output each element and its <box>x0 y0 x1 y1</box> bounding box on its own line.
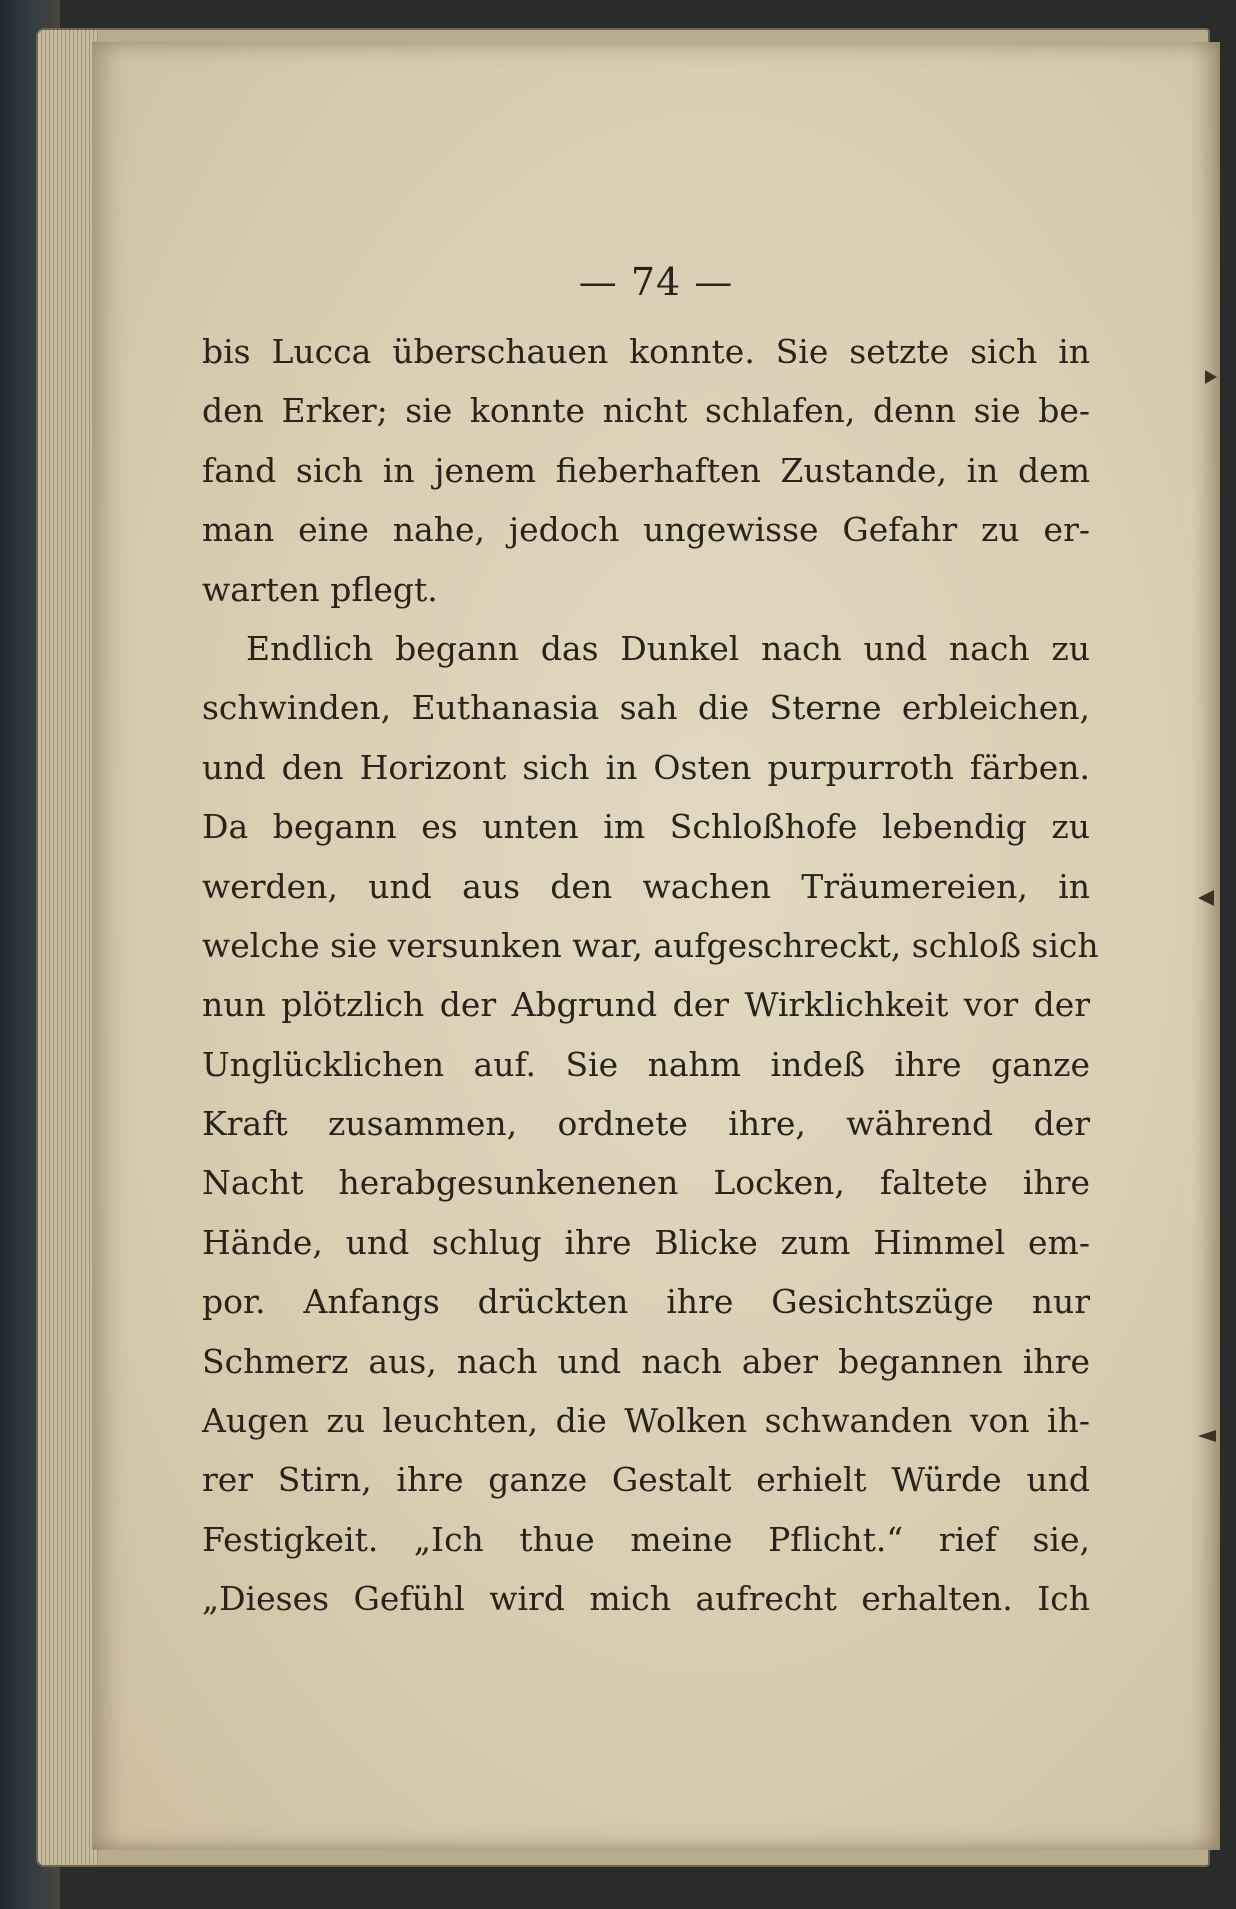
text-line: rer Stirn, ihre ganze Gestalt erhielt Würde und <box>202 1460 1090 1500</box>
text-line: Festigkeit. „Ich thue meine Pflicht.“ rief sie, <box>202 1519 1090 1559</box>
fore-edge-mark <box>1205 370 1217 384</box>
body-text <box>202 322 1099 1629</box>
text-line: Endlich begann das Dunkel nach und nach zu <box>246 628 1090 668</box>
page-number: — 74 — <box>578 260 734 304</box>
text-line: Hände, und schlug ihre Blicke zum Himmel em- <box>202 1222 1090 1262</box>
text-line: Schmerz aus, nach und nach aber begannen ihre <box>202 1341 1090 1381</box>
text-line: bis Lucca überschauen konnte. Sie setzte sich in <box>202 332 1090 371</box>
text-line: den Erker; sie konnte nicht schlafen, denn sie be- <box>202 391 1090 431</box>
text-line: Nacht herabgesunkenenen Locken, faltete ihre <box>202 1163 1090 1203</box>
text-line: „Dieses Gefühl wird mich aufrecht erhalten. Ich <box>202 1579 1090 1619</box>
fore-edge-mark <box>1198 890 1214 906</box>
text-line: Augen zu leuchten, die Wolken schwanden von ih- <box>202 1401 1090 1441</box>
text-line: werden, und aus den wachen Träumereien, in <box>202 866 1090 906</box>
text-line: man eine nahe, jedoch ungewisse Gefahr zu er- <box>202 510 1090 550</box>
text-line: fand sich in jenem fieberhaften Zustande, in dem <box>202 450 1090 490</box>
text-line: warten pflegt. <box>202 569 438 609</box>
text-line: welche sie versunken war, aufgeschreckt, schloß sich <box>202 925 1099 965</box>
text-line: und den Horizont sich in Osten purpurroth färben. <box>202 747 1090 787</box>
fore-edge-mark <box>1198 1430 1216 1442</box>
text-line: Unglücklichen auf. Sie nahm indeß ihre ganze <box>202 1044 1090 1084</box>
text-line: nun plötzlich der Abgrund der Wirklichkeit vor der <box>202 985 1090 1025</box>
text-line: schwinden, Euthanasia sah die Sterne erbleichen, <box>202 688 1090 728</box>
text-line: Da begann es unten im Schloßhofe lebendig zu <box>202 807 1090 847</box>
text-line: por. Anfangs drückten ihre Gesichtszüge nur <box>202 1282 1090 1322</box>
text-line: Kraft zusammen, ordnete ihre, während der <box>202 1104 1090 1144</box>
